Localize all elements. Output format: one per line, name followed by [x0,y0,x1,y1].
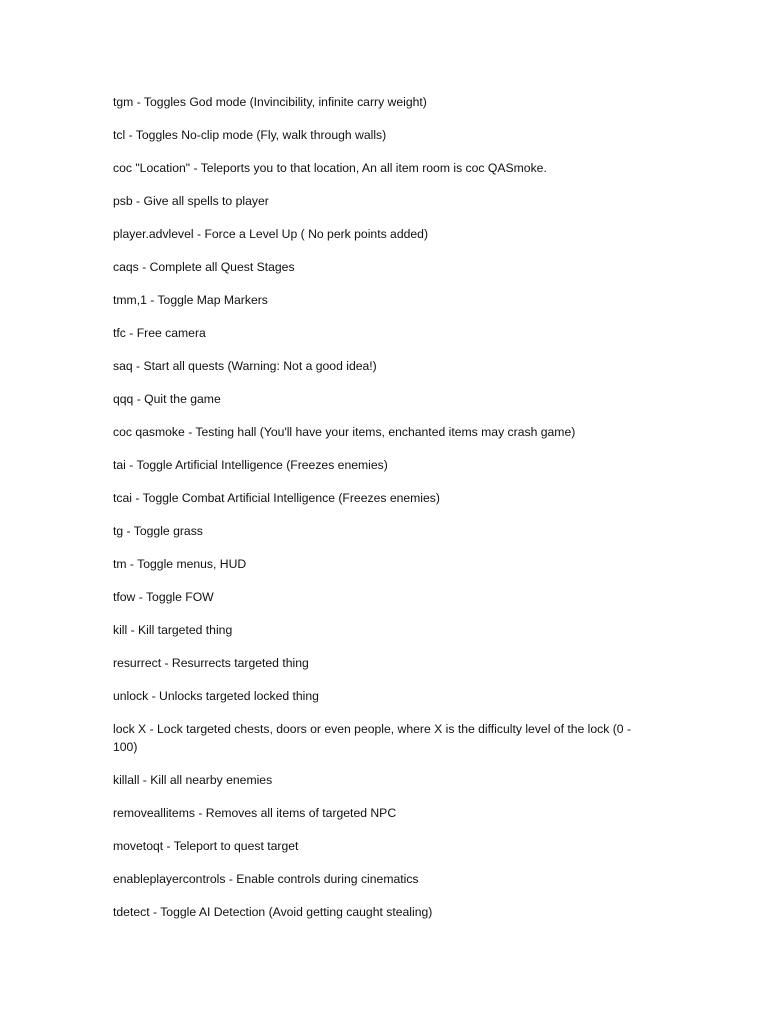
command-line-unlock: unlock - Unlocks targeted locked thing [113,689,319,703]
command-line-lock: lock X - Lock targeted chests, doors or even people, where X is the difficulty level of the lock (0 - 100) [113,722,632,754]
command-line-coc-location: coc "Location" - Teleports you to that location, An all item room is coc QASmoke. [113,161,547,175]
command-line-saq: saq - Start all quests (Warning: Not a good idea!) [113,359,377,373]
command-line-qqq: qqq - Quit the game [113,392,221,406]
command-line-caqs: caqs - Complete all Quest Stages [113,260,295,274]
command-line-tg: tg - Toggle grass [113,524,203,538]
document-page [113,93,658,936]
command-line-tmm: tmm,1 - Toggle Map Markers [113,293,268,307]
command-line-movetoqt: movetoqt - Teleport to quest target [113,839,299,853]
command-line-killall: killall - Kill all nearby enemies [113,773,273,787]
command-line-kill: kill - Kill targeted thing [113,623,233,637]
command-line-removeallitems: removeallitems - Removes all items of targeted NPC [113,806,397,820]
command-line-tdetect: tdetect - Toggle AI Detection (Avoid getting caught stealing) [113,905,433,919]
command-line-tai: tai - Toggle Artificial Intelligence (Freezes enemies) [113,458,388,472]
command-line-tcai: tcai - Toggle Combat Artificial Intelligence (Freezes enemies) [113,491,440,505]
command-line-resurrect: resurrect - Resurrects targeted thing [113,656,309,670]
command-line-tgm: tgm - Toggles God mode (Invincibility, infinite carry weight) [113,95,427,109]
command-line-tm: tm - Toggle menus, HUD [113,557,247,571]
command-line-enableplayercontrols: enableplayercontrols - Enable controls during cinematics [113,872,419,886]
command-line-tfow: tfow - Toggle FOW [113,590,214,604]
command-line-tcl: tcl - Toggles No-clip mode (Fly, walk through walls) [113,128,387,142]
command-line-coc-qasmoke: coc qasmoke - Testing hall (You'll have your items, enchanted items may crash game) [113,425,576,439]
command-line-tfc: tfc - Free camera [113,326,206,340]
command-line-advlevel: player.advlevel - Force a Level Up ( No perk points added) [113,227,429,241]
command-line-psb: psb - Give all spells to player [113,194,269,208]
